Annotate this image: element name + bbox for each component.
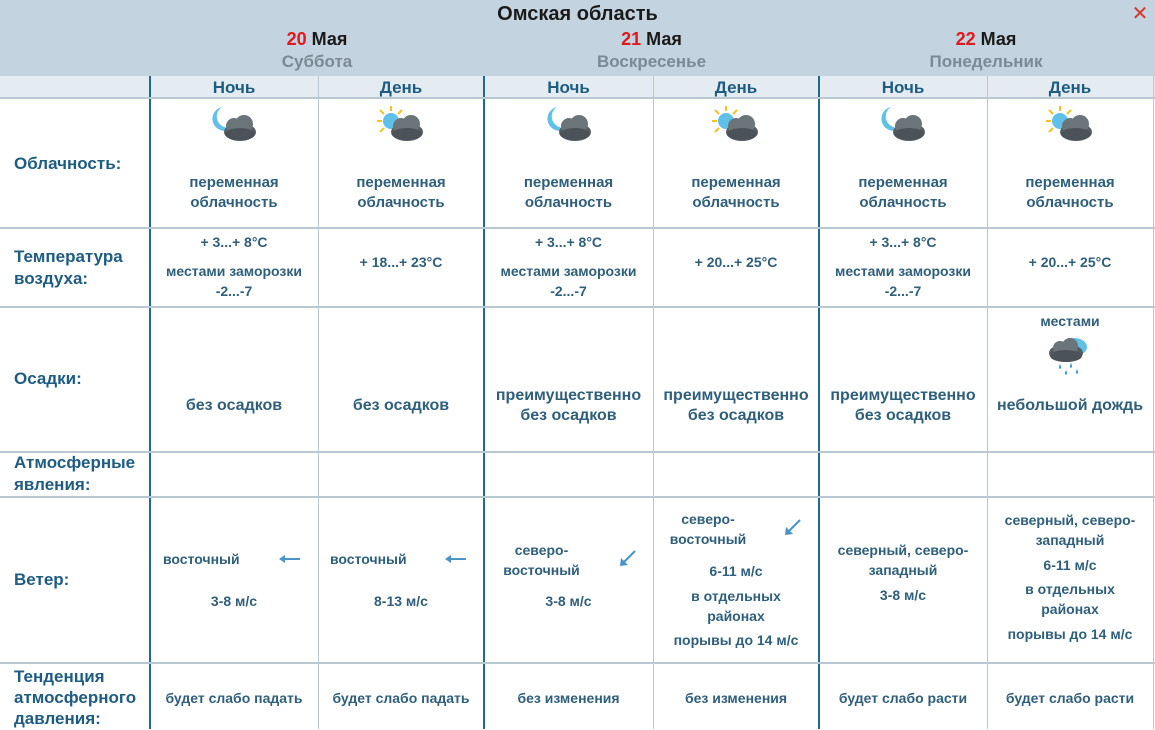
wind-gust: порывы до 14 м/с [673,632,799,648]
region-title: Омская область [497,3,658,25]
precip-cell [484,386,653,426]
wind-cell [318,549,484,611]
cloud-text: облачность [357,194,445,211]
frost-note: местами заморозки [165,263,302,279]
wind-cell [653,509,819,650]
frost-note: местами заморозки [834,263,971,279]
cloud-text: переменная [691,174,781,191]
precip-text: без осадков [687,407,785,424]
wind-speed: 3-8 м/с [545,593,592,609]
cloud-text: переменная [356,174,446,191]
sun-cloud-icon [710,104,762,144]
row-label-clouds: Облачность: [14,154,122,173]
phase-night: Ночь [212,78,256,97]
wind-cell [150,549,318,611]
wind-gust: порывы до 14 м/с [1007,626,1133,642]
day-number: 20 [286,29,307,49]
precip-text: без осадков [185,397,283,414]
phase-day: День [1048,78,1092,97]
cloud-text: облачность [524,194,613,211]
precip-cell [318,396,484,416]
frost-note: местами заморозки [500,263,637,279]
wind-speed: 6-11 м/с [709,563,763,579]
arrow-southwest-icon [619,549,637,567]
sun-cloud-icon [1044,104,1096,144]
temp-cell [484,232,653,301]
day-month: Мая [980,29,1017,49]
cloud-text: облачность [1026,194,1114,211]
temp-cell [819,232,987,301]
wind-direction: западный [868,562,938,578]
temp-range: + 3...+ 8°C [869,234,937,250]
precip-text: небольшой дождь [996,397,1144,414]
precip-cell [819,386,987,426]
frost-range: -2...-7 [884,283,922,299]
wind-note: в отдельных [691,588,781,604]
trend-cell: без изменения [517,690,620,706]
frost-range: -2...-7 [215,283,253,299]
wind-speed: 3-8 м/с [879,587,927,603]
cloud-text: переменная [189,174,279,191]
temp-range: + 3...+ 8°C [200,234,268,250]
wind-direction: восточный [163,551,240,567]
close-icon[interactable]: ✕ [1131,3,1149,25]
day-header-2 [484,28,819,76]
cloud-cell [653,104,819,213]
cloud-text: переменная [1025,174,1115,191]
moon-cloud-icon [877,104,929,144]
wind-direction: северный, северо- [837,542,969,558]
moon-cloud-icon [543,104,595,144]
cloud-cell [484,104,653,213]
day-month: Мая [311,29,348,49]
temp-cell [653,252,819,272]
wind-note: в отдельных [1025,581,1115,597]
cloud-text: переменная [858,174,948,191]
temp-cell [318,252,484,272]
precip-cell [150,396,318,416]
precip-locality: местами [1040,313,1100,329]
temp-range: + 18...+ 23°C [359,254,443,270]
precip-text: без осадков [854,407,952,424]
wind-direction: северный, северо- [1004,512,1136,528]
row-label-precipitation: Осадки: [14,369,82,388]
day-weekday: Понедельник [929,52,1043,71]
trend-cell: без изменения [684,690,788,706]
trend-cell: будет слабо падать [165,690,303,706]
precip-text: без осадков [352,397,450,414]
trend-cell: будет слабо расти [838,690,968,706]
cloud-text: облачность [190,194,278,211]
day-header-3 [819,28,1153,76]
wind-cell [819,540,987,605]
day-number: 21 [621,29,642,49]
precip-cell [653,386,819,426]
wind-direction: восточный [330,551,407,567]
day-number: 22 [955,29,976,49]
phase-night: Ночь [881,78,925,97]
wind-speed: 3-8 м/с [210,593,258,609]
cloud-cell [150,104,318,213]
frost-range: -2...-7 [550,283,587,299]
arrow-west-icon [278,554,302,564]
temp-cell [150,232,318,301]
phase-day: День [379,78,423,97]
trend-cell: будет слабо падать [332,690,470,706]
wind-speed: 8-13 м/с [374,593,428,609]
rain-cloud-icon [1044,335,1096,379]
day-weekday: Суббота [281,52,353,71]
cloud-cell [987,104,1153,213]
cloud-text: облачность [692,194,780,211]
precip-cell [987,311,1153,416]
day-month: Мая [646,29,682,49]
row-label-temperature: Температура воздуха: [14,247,123,288]
arrow-west-icon [444,554,468,564]
row-label-pressure-trend: Тенденция атмосферного давления: [14,666,137,728]
row-label-wind: Ветер: [14,570,70,589]
precip-text: преимущественно [830,387,976,404]
wind-note: районах [707,608,765,624]
temp-range: + 20...+ 25°C [1028,254,1112,270]
precip-text: преимущественно [495,387,642,404]
sun-cloud-icon [375,104,427,144]
row-label-phenomena: Атмосферные явления: [14,453,136,494]
temp-range: + 20...+ 25°C [694,254,778,270]
arrow-southwest-icon [784,518,802,536]
wind-speed: 6-11 м/с [1043,557,1097,573]
cloud-text: переменная [523,174,614,191]
wind-direction: западный [1035,532,1105,548]
temp-cell [987,252,1153,272]
wind-direction: северо- восточный [503,542,580,578]
wind-direction: северо- восточный [669,511,747,547]
wind-note: районах [1041,601,1099,617]
wind-cell [987,510,1153,644]
moon-cloud-icon [208,104,260,144]
day-header-1 [150,28,484,76]
temp-range: + 3...+ 8°C [534,234,603,250]
trend-cell: будет слабо расти [1005,690,1135,706]
cloud-cell [318,104,484,213]
precip-text: преимущественно [663,387,809,404]
phase-night: Ночь [547,78,590,97]
cloud-cell [819,104,987,213]
precip-text: без осадков [520,407,617,424]
day-weekday: Воскресенье [596,52,707,71]
phase-day: День [714,78,758,97]
wind-cell [484,540,653,611]
cloud-text: облачность [859,194,947,211]
